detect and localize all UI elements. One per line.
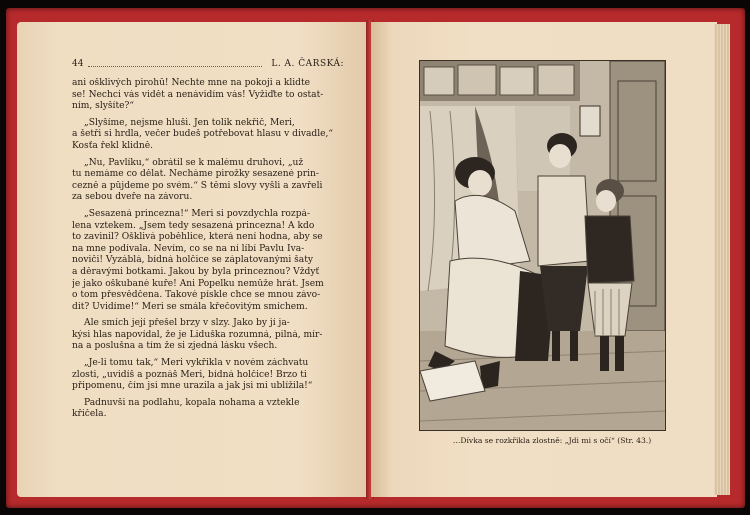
page-number: 44 [72, 59, 84, 69]
text-line: ním, slyšíte?“ [72, 101, 135, 112]
text-line: lena vztekem. „Jsem tedy sesazená princezna! A kdo [72, 220, 315, 231]
text-line: „Je-li tomu tak,“ Meri vykřikla v novém záchvatu [84, 358, 309, 369]
text-line: na a poslušna a tím že si zjedná lásku všech. [72, 341, 278, 352]
text-line: „Sesazená princezna!“ Meri si povzdychla rozpá- [84, 208, 311, 219]
text-line: dit? Uvidíme!“ Meri se smála křečovitým smíchem. [72, 301, 308, 312]
text-line: cezně a půjdeme po svém.“ S těmi slovy vyšli a zavřeli [72, 180, 323, 191]
text-line: za sebou dveře na závoru. [72, 192, 193, 203]
illustration-caption: …Dívka se rozkřikla zlostně: „Jdi mi s očí“ (Str. 43.) [452, 436, 652, 445]
text-line: Kosťa řekl klidně. [72, 140, 153, 151]
running-head-author: L. A. ČARSKÁ: [271, 59, 344, 69]
text-line: Ale smích její přešel brzy v slzy. Jako by jí ja- [84, 318, 290, 329]
page-edges [714, 24, 730, 495]
text-line: se! Nechci vás vidět a nenávidím vás! Vyžiďte to ostat- [72, 89, 324, 100]
text-line: Padnuvši na podlahu, kopala nohama a vztekle [84, 397, 300, 408]
text-line: a děravými botkami. Jakou by byla princeznou? Vždyť [72, 266, 320, 277]
text-line: na mne podívala. Nevím, co se na ní líbí Pavlu Iva- [72, 243, 305, 254]
text-line: je jako oškubané kuře! Ani Popelku nemůže hrát. Jsem [72, 278, 324, 289]
text-line: „Nu, Pavlíku,“ obrátil se k malému druhovi, „už [84, 157, 304, 168]
text-line: ani ošklivých pirohů! Nechte mne na pokoji a klidte [72, 78, 311, 88]
text-line: zlosti, „uvidíš a poznáš Meri, bídná holčice! Brzo ti [72, 369, 307, 380]
text-line: to zavinil? Ošklivá poběhlice, která není hodna, aby se [72, 232, 323, 243]
text-line: tu nemáme co dělat. Necháme pirožky sesazené prin- [72, 169, 319, 180]
text-line: noviči! Vyzáblá, bídná holčice se záplatovanými šaty [72, 255, 314, 266]
running-head [72, 59, 344, 71]
dotted-rule [88, 66, 262, 67]
text-line: „Slyšíme, nejsme hluši. Jen tolik nekřič, Meri, [84, 117, 295, 128]
book-illustration [419, 60, 666, 431]
text-line: křičela. [72, 409, 107, 420]
text-line: kýsi hlas napovídal, že je Liduška rozumná, pilná, mír- [72, 329, 323, 340]
text-line: připomenu, čím jsi mne urazila a jak jsi mi ublížila!“ [72, 381, 313, 392]
text-line: a šetři si hrdla, večer budeš potřebovat hlasu v divadle,“ [72, 129, 334, 140]
body-text [72, 78, 344, 421]
text-line: o tom přesvědčena. Takové pískle chce se mnou závo- [72, 290, 321, 301]
